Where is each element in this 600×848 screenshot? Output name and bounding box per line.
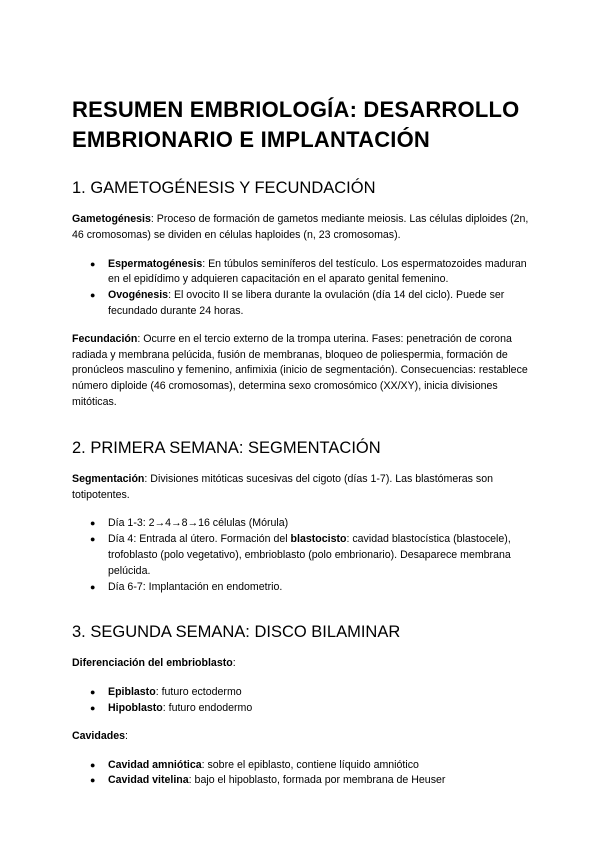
bullet-icon: ● xyxy=(90,290,96,301)
list-item: ● Día 4: Entrada al útero. Formación del blastocisto: cavidad blastocística (blastocele), trofoblasto (polo vegetativo), embrioblasto (polo embrionario). Desaparece membrana pelúcida. xyxy=(90,533,511,577)
section-heading-gametogenesis: 1. GAMETOGÉNESIS Y FECUNDACIÓN xyxy=(72,179,376,197)
section-heading-segunda-semana: 3. SEGUNDA SEMANA: DISCO BILAMINAR xyxy=(72,623,401,642)
term: Gametogénesis xyxy=(72,213,151,225)
list-diferenciacion xyxy=(90,685,532,717)
paragraph-gametogenesis: Gametogénesis: Proceso de formación de gametos mediante meiosis. Las células diploides (2n, 46 cromosomas) se dividen en células haploides (n, 23 cromosomas). xyxy=(72,213,529,241)
list-item: ● Ovogénesis: El ovocito II se libera durante la ovulación (día 14 del ciclo). Puede ser fecundado durante 24 horas. xyxy=(90,289,505,317)
bullet-icon: ● xyxy=(90,258,96,269)
paragraph-diferenciacion: Diferenciación del embrioblasto: xyxy=(72,657,236,670)
bullet-icon: ● xyxy=(90,518,96,529)
bullet-icon: ● xyxy=(90,581,96,592)
list-item: ● Día 6-7: Implantación en endometrio. xyxy=(90,580,532,596)
paragraph-segmentacion: Segmentación: Divisiones mitóticas sucesivas del cigoto (días 1-7). Las blastómeras son totipotentes. xyxy=(72,472,493,501)
list-item: ● Espermatogénesis: En túbulos seminíferos del testículo. Los espermatozoides maduran en el epidídimo y adquieren capacitación en el aparato genital femenino. xyxy=(90,257,527,286)
paragraph-cavidades: Cavidades: xyxy=(72,729,128,742)
bullet-icon: ● xyxy=(90,775,96,786)
list-segmentacion xyxy=(90,516,532,595)
list-item: ● Hipoblasto: futuro endodermo xyxy=(90,701,532,717)
bullet-icon: ● xyxy=(90,534,96,545)
list-item: ● Cavidad vitelina: bajo el hipoblasto, formada por membrana de Heuser xyxy=(90,773,532,789)
list-item: ● Día 1-3: 2→4→8→16 células (Mórula) xyxy=(90,516,532,532)
list-item: ● Cavidad amniótica: sobre el epiblasto, contiene líquido amniótico xyxy=(90,758,532,774)
list-cavidades xyxy=(90,758,532,790)
bullet-icon: ● xyxy=(90,687,96,698)
paragraph-fecundacion: Fecundación: Ocurre en el tercio externo de la trompa uterina. Fases: penetración de corona radiada y membrana pelúcida, fusión de membranas, bloqueo de poliespermia, formación de pronúcleos masculino y femenino, anfimixia (inicio de segmentación). Consecuencias: restablece número diploide (46 cromosomas), determina sexo cromosómico (XX/XY), inicia divisiones mitóticas. xyxy=(72,332,528,408)
document-title: RESUMEN EMBRIOLOGÍA: DESARROLLO EMBRIONARIO E IMPLANTACIÓN xyxy=(72,97,520,152)
bullet-icon: ● xyxy=(90,702,96,713)
document-page xyxy=(72,95,532,789)
list-gametogenesis xyxy=(90,257,532,320)
section-heading-primera-semana: 2. PRIMERA SEMANA: SEGMENTACIÓN xyxy=(72,438,381,457)
list-item: ● Epiblasto: futuro ectodermo xyxy=(90,685,532,701)
bullet-icon: ● xyxy=(90,759,96,770)
